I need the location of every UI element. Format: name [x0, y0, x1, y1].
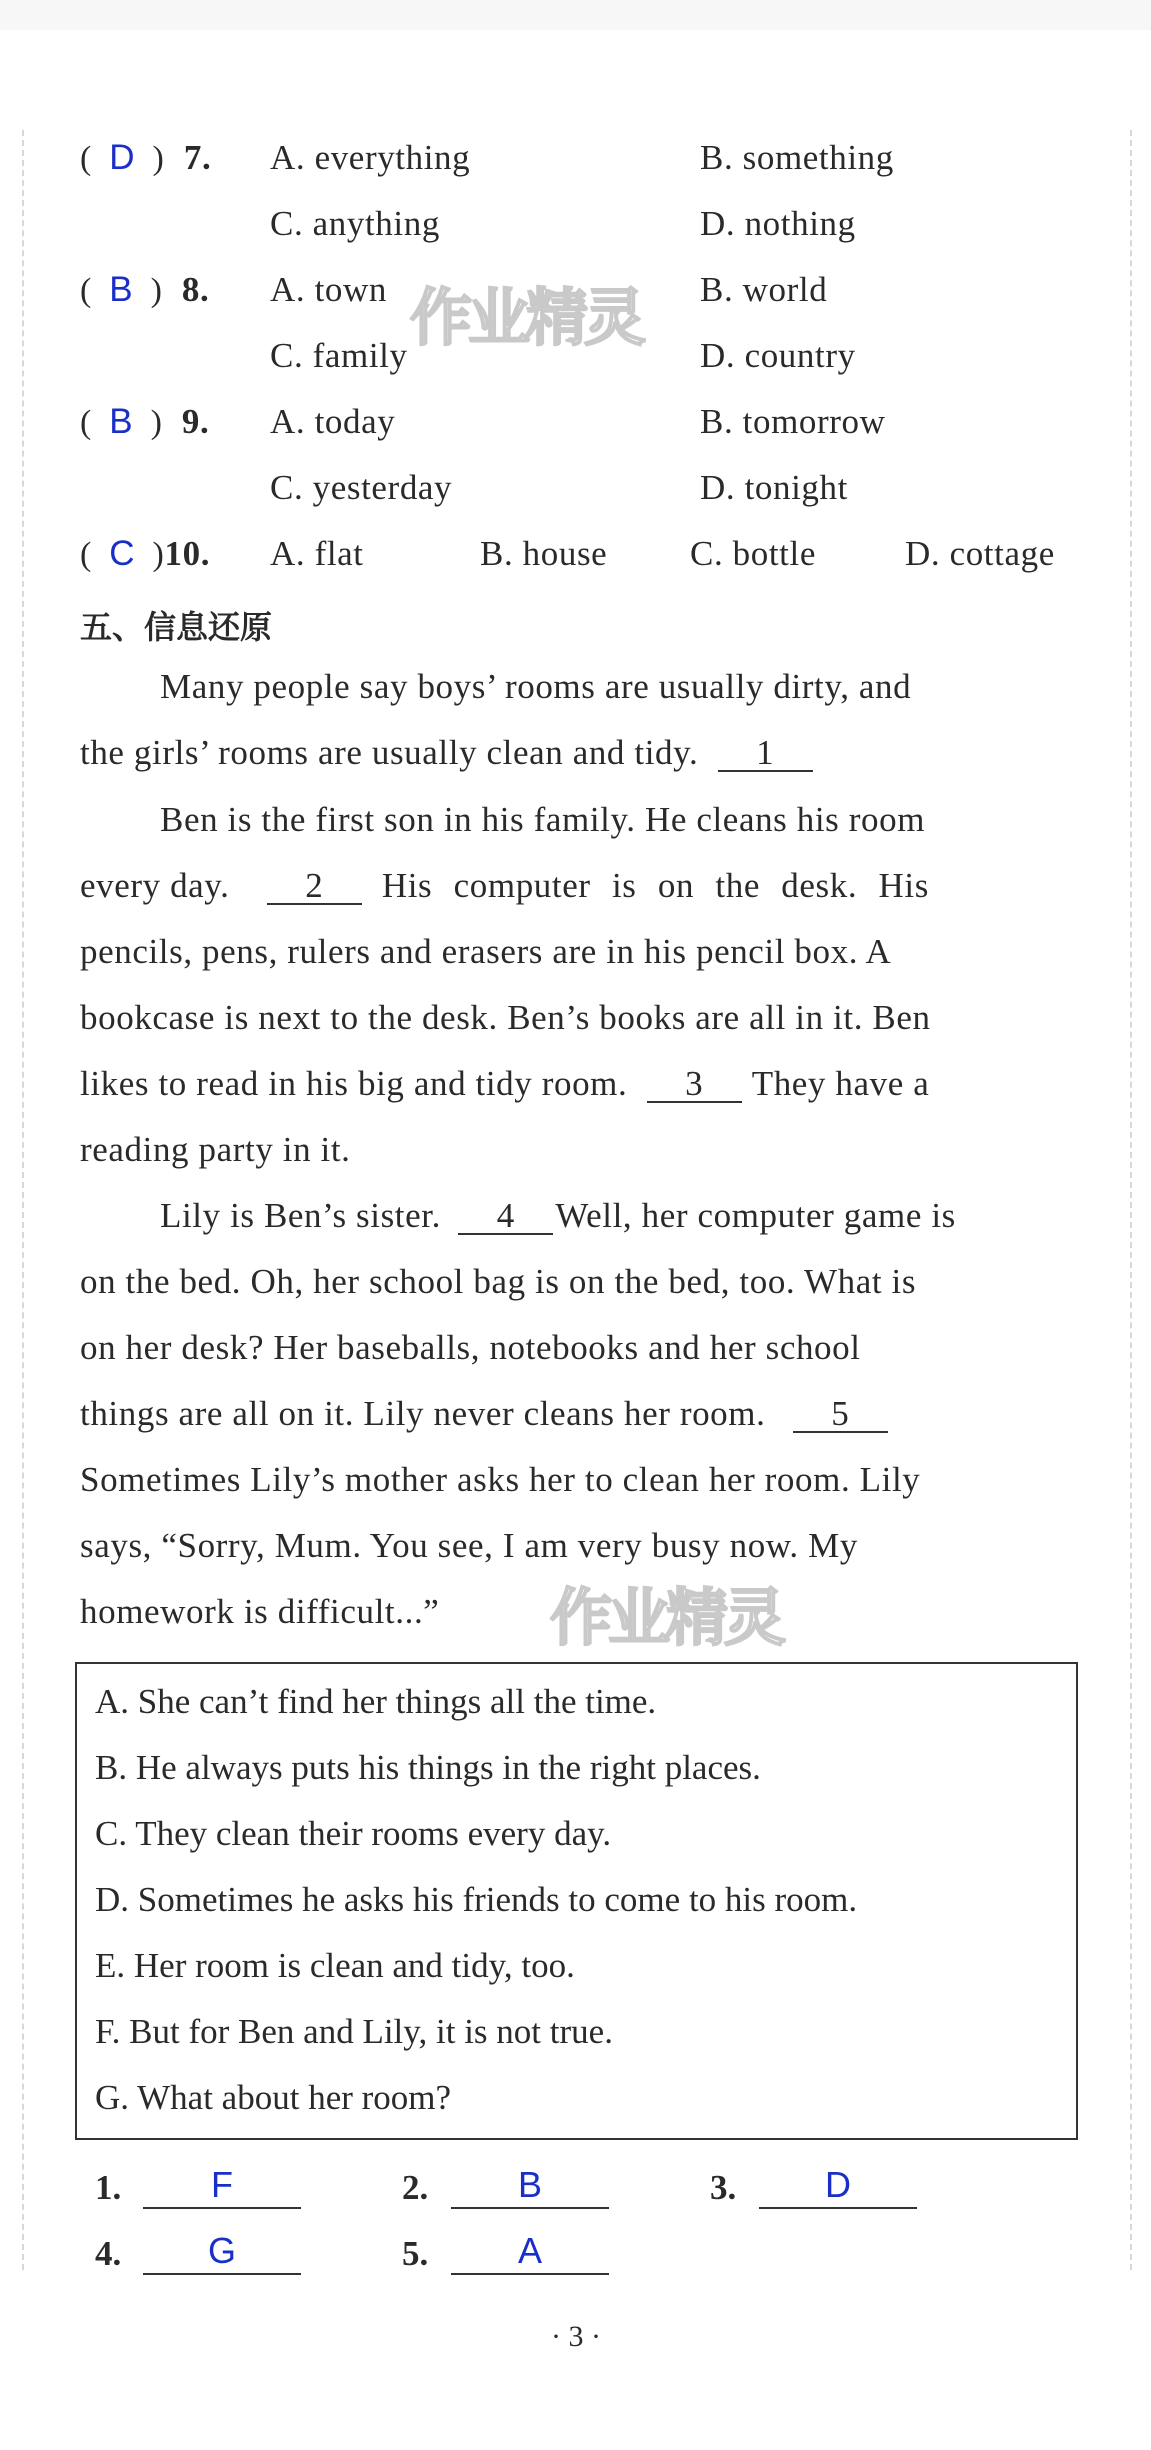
blank-5: 5 — [793, 1397, 888, 1433]
question-8-number: 8 — [181, 270, 201, 309]
q10-option-a: A. flat — [270, 534, 364, 573]
passage-line-5: pencils, pens, rulers and erasers are in his pencil box. A — [80, 932, 892, 971]
q10-option-c: C. bottle — [690, 534, 816, 573]
passage-line-8: reading party in it. — [80, 1130, 351, 1169]
q9-option-a: A. today — [270, 402, 396, 441]
question-10-answer: C — [109, 534, 136, 573]
option-f: F. But for Ben and Lily, it is not true. — [95, 2012, 613, 2051]
q8-option-a: A. town — [270, 270, 387, 309]
passage-line-4: every day. 2 His computer is on the desk. His — [80, 866, 929, 905]
blank-3: 3 — [647, 1067, 742, 1103]
passage-line-12: things are all on it. Lily never cleans her room. 5 — [80, 1394, 888, 1434]
passage-line-11: on her desk? Her baseballs, notebooks and her school — [80, 1328, 861, 1367]
watermark-2: 作业精灵 — [550, 1581, 783, 1654]
q8-option-d: D. country — [700, 336, 856, 375]
option-b: B. He always puts his things in the right places. — [95, 1748, 761, 1787]
question-10-number: 10 — [164, 534, 201, 573]
q10-option-b: B. house — [480, 534, 608, 573]
passage-line-14: says, “Sorry, Mum. You see, I am very busy now. My — [80, 1526, 858, 1565]
question-8: ( B ) 8. — [80, 270, 210, 309]
passage-line-10: on the bed. Oh, her school bag is on the bed, too. What is — [80, 1262, 917, 1301]
q8-option-b: B. world — [700, 270, 828, 309]
answer-label-2: 2. — [402, 2168, 429, 2207]
answer-1: F — [143, 2165, 301, 2209]
answer-label-1: 1. — [95, 2168, 122, 2207]
passage-line-7: likes to read in his big and tidy room. 3 They have a — [80, 1064, 930, 1103]
question-8-answer: B — [109, 270, 134, 309]
q7-option-d: D. nothing — [700, 204, 856, 243]
left-margin-line — [22, 130, 24, 2270]
option-c: C. They clean their rooms every day. — [95, 1814, 612, 1853]
answer-label-5: 5. — [402, 2234, 429, 2273]
paren-close: ) — [152, 140, 165, 177]
q7-option-c: C. anything — [270, 204, 440, 243]
question-10: ( C )10. — [80, 534, 211, 573]
question-7-number: 7 — [183, 138, 202, 177]
page-number: · 3 · — [551, 2320, 601, 2353]
q9-option-b: B. tomorrow — [700, 402, 886, 441]
answer-4: G — [143, 2231, 301, 2275]
passage-line-1: Many people say boys’ rooms are usually dirty, and — [160, 667, 912, 706]
q9-option-c: C. yesterday — [270, 468, 453, 507]
blank-4: 4 — [458, 1199, 553, 1235]
paren-open: ( — [80, 140, 92, 177]
section-heading: 五、信息还原 — [80, 608, 273, 646]
answer-label-4: 4. — [95, 2234, 122, 2273]
blank-1: 1 — [718, 736, 813, 772]
answer-3: D — [759, 2165, 917, 2209]
passage-line-9: Lily is Ben’s sister. 4 Well, her computer game is — [160, 1196, 956, 1235]
answer-2: B — [451, 2165, 609, 2209]
q7-option-a: A. everything — [270, 138, 471, 177]
watermark-1: 作业精灵 — [410, 281, 643, 354]
option-a: A. She can’t find her things all the time. — [95, 1682, 657, 1721]
question-9: ( B ) 9. — [80, 402, 210, 441]
passage-line-15: homework is difficult...” — [80, 1592, 440, 1631]
question-7-answer: D — [109, 138, 136, 177]
q9-option-d: D. tonight — [700, 468, 848, 507]
top-band — [0, 0, 1151, 30]
option-e: E. Her room is clean and tidy, too. — [95, 1946, 575, 1985]
q8-option-c: C. family — [270, 336, 408, 375]
option-d: D. Sometimes he asks his friends to come to his room. — [95, 1880, 858, 1919]
right-margin-line — [1130, 130, 1132, 2270]
passage-line-13: Sometimes Lily’s mother asks her to clean her room. Lily — [80, 1460, 921, 1499]
passage-line-3: Ben is the first son in his family. He cleans his room — [160, 800, 926, 839]
question-9-answer: B — [109, 402, 134, 441]
q10-option-d: D. cottage — [905, 534, 1055, 573]
question-9-number: 9 — [181, 402, 201, 441]
passage-line-6: bookcase is next to the desk. Ben’s books are all in it. Ben — [80, 998, 931, 1037]
q7-option-b: B. something — [700, 138, 894, 177]
option-g: G. What about her room? — [95, 2078, 452, 2117]
passage-line-2: the girls’ rooms are usually clean and tidy. 1 — [80, 733, 813, 773]
answer-label-3: 3. — [710, 2168, 737, 2207]
question-7: ( D ) 7. — [80, 138, 212, 177]
answer-5: A — [451, 2231, 609, 2275]
blank-2: 2 — [267, 869, 362, 905]
